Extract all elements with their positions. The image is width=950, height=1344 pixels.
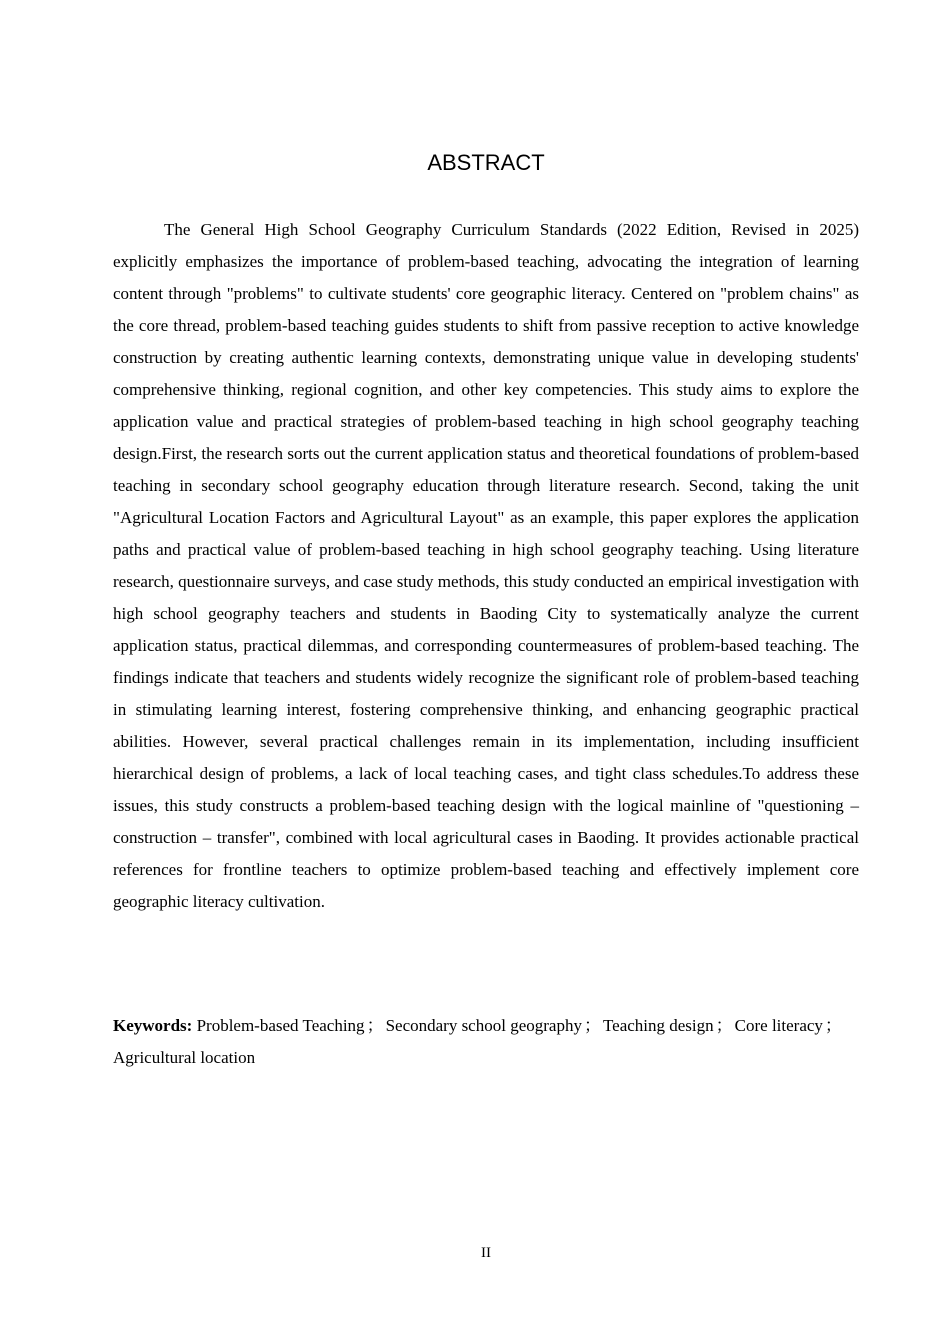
keyword-separator: ； xyxy=(715,1016,733,1035)
keywords-label: Keywords: xyxy=(113,1016,193,1035)
keywords-list xyxy=(113,1016,844,1067)
keyword-3: Teaching design xyxy=(602,1016,714,1035)
keyword-5: Agricultural location xyxy=(113,1048,256,1067)
abstract-title: ABSTRACT xyxy=(427,150,545,175)
keyword-separator: ； xyxy=(824,1016,842,1035)
keyword-separator: ； xyxy=(366,1016,384,1035)
keyword-1: Problem-based Teaching xyxy=(196,1016,365,1035)
page-number: II xyxy=(481,1245,491,1261)
keyword-2: Secondary school geography xyxy=(385,1016,582,1035)
keywords-line xyxy=(113,1010,853,1074)
keyword-4: Core literacy xyxy=(734,1016,823,1035)
abstract-body: The General High School Geography Curriculum Standards (2022 Edition, Revised in 2025) explicitly emphasizes the importance of problem-based teaching, advocating the integration of learning content through "problems" to cultivate students' core geographic literacy. Centered on "problem chains" as the core thread, problem-based teaching guides students to shift from passive reception to active knowledge construction by creating authentic learning contexts, demonstrating unique value in developing students' comprehensive thinking, regional cognition, and other key competencies. This study aims to explore the application value and practical strategies of problem-based teaching in high school geography teaching design.First, the research sorts out the current application status and theoretical foundations of problem-based teaching in secondary school geography education through literature research. Second, taking the unit "Agricultural Location Factors and Agricultural Layout" as an example, this paper explores the application paths and practical value of problem-based teaching in high school geography teaching. Using literature research, questionnaire surveys, and case study methods, this study conducted an empirical investigation with high school geography teachers and students in Baoding City to systematically analyze the current application status, practical dilemmas, and corresponding countermeasures of problem-based teaching. The findings indicate that teachers and students widely recognize the significant role of problem-based teaching in stimulating learning interest, fostering comprehensive thinking, and enhancing geographic practical abilities. However, several practical challenges remain in its implementation, including insufficient hierarchical design of problems, a lack of local teaching cases, and tight class schedules.To address these issues, this study constructs a problem-based teaching design with the logical mainline of "questioning – construction – transfer", combined with local agricultural cases in Baoding. It provides actionable practical references for frontline teachers to optimize problem-based teaching and effectively implement core geographic literacy cultivation. xyxy=(113,220,859,911)
keyword-separator: ； xyxy=(583,1016,601,1035)
